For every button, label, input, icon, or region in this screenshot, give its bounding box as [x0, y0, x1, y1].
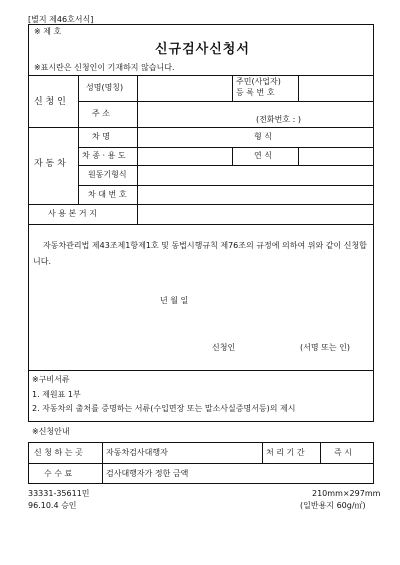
receipt-number-label: ※ 제 호: [34, 27, 62, 36]
signature-hint: (서명 또는 인): [300, 343, 350, 352]
usage-location-label: 사 용 본 거 지: [48, 209, 97, 218]
processing-period-value: 즉 시: [334, 448, 352, 457]
required-doc-item-1: 1. 제원표 1부: [32, 390, 81, 399]
form-title: 신규검사신청서: [155, 42, 250, 57]
model-year-label: 연 식: [254, 151, 272, 160]
applicant-section-label: 신 청 인: [34, 97, 66, 107]
required-docs-title: ※구비서류: [32, 375, 70, 384]
grid-line: [262, 442, 263, 463]
application-guide-title: ※신청안내: [32, 427, 70, 436]
grid-line: [28, 224, 374, 225]
applicant-note: ※표시란은 신청인이 기재하지 않습니다.: [34, 63, 175, 72]
grid-line: [28, 463, 374, 464]
footer-form-code: 33331-35611민: [28, 489, 90, 498]
applicant-sign-label: 신청인: [212, 343, 236, 352]
phone-label: (전화번호 : ): [256, 115, 301, 124]
car-name-label: 차 명: [92, 132, 110, 141]
vehicle-section-label: 자 동 차: [34, 159, 66, 169]
declaration-text: 자동차관리법 제43조제1항제1호 및 동법시행규칙 제76조의 규정에 의하여 위와 같이 신청합니다.: [33, 241, 367, 266]
grid-line: [102, 442, 103, 484]
submit-to-label: 신 청 하 는 곳: [34, 448, 83, 457]
registration-number-label-line1: 주민(사업자): [236, 77, 281, 86]
grid-line: [232, 147, 233, 165]
kind-use-label: 차 종 · 용 도: [82, 151, 126, 160]
address-label: 주 소: [92, 109, 110, 118]
footer-approval-date: 96.10.4 승인: [28, 501, 77, 510]
registration-number-field[interactable]: [299, 76, 373, 100]
footer-paper-spec: (일반용지 60g/㎡): [300, 501, 366, 510]
chassis-number-label: 차 대 번 호: [88, 190, 127, 199]
kind-use-field[interactable]: [138, 148, 231, 164]
registration-number-label-line2: 등 록 번 호: [236, 88, 275, 97]
footer-paper-size: 210mm×297mm: [312, 489, 381, 498]
name-field[interactable]: [138, 76, 231, 100]
date-line: 년 월 일: [160, 296, 189, 305]
form-number-tag: [별지 제46호서식]: [28, 15, 94, 24]
submit-to-value: 자동차검사대행자: [106, 448, 168, 457]
fee-label: 수 수 료: [44, 469, 73, 478]
grid-line: [320, 442, 321, 463]
motor-type-field[interactable]: [138, 166, 373, 184]
signature-field[interactable]: [240, 338, 296, 354]
processing-period-label: 처 리 기 간: [266, 448, 305, 457]
motor-type-label: 원동기형식: [88, 170, 127, 179]
model-year-field[interactable]: [299, 148, 373, 164]
vehicle-type-label: 형 식: [254, 132, 272, 141]
name-label: 성명(명칭): [86, 83, 124, 92]
grid-line: [78, 75, 79, 204]
grid-line: [232, 75, 233, 101]
chassis-number-field[interactable]: [138, 186, 373, 203]
required-doc-item-2: 2. 자동차의 출처를 증명하는 서류(수입면장 또는 말소사실증명서등)의 제시: [32, 404, 296, 413]
grid-line: [28, 370, 374, 371]
fee-value: 검사대행자가 정한 금액: [106, 469, 189, 478]
usage-location-field[interactable]: [138, 205, 373, 223]
